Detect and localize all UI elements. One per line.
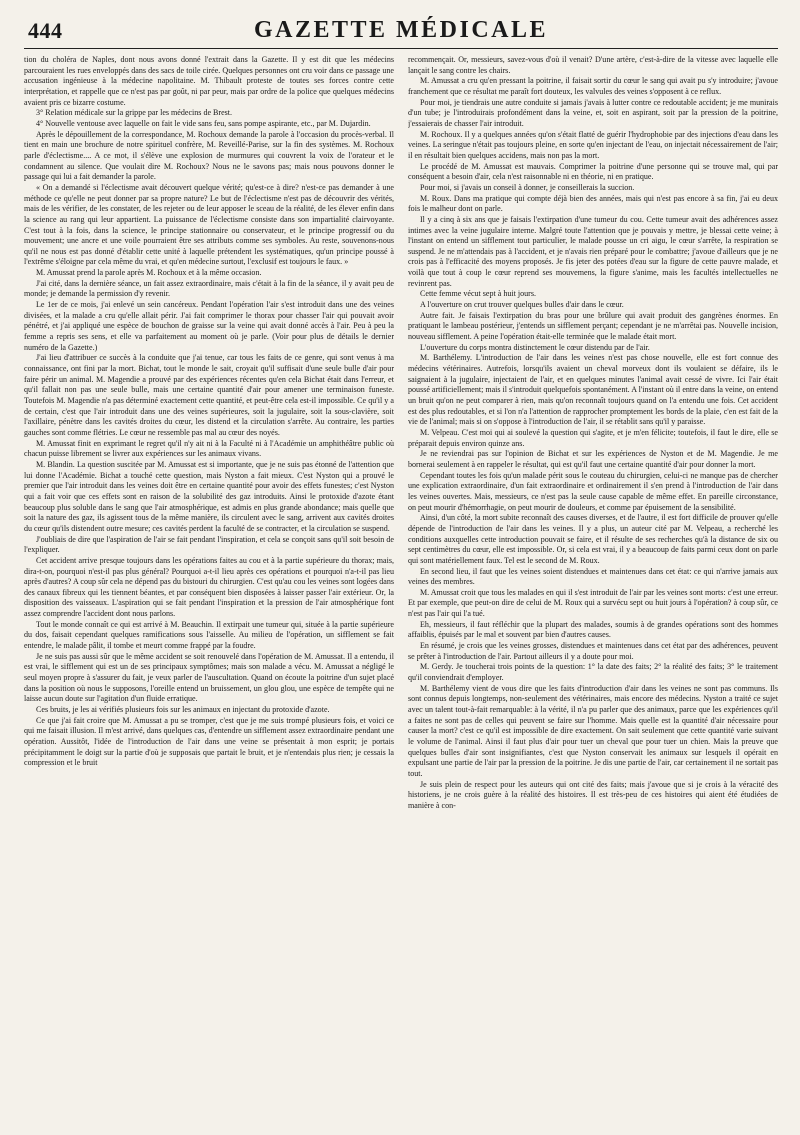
- paragraph: M. Amussat a cru qu'en pressant la poitrine, il faisait sortir du cœur le sang qui avait pu s'y introduire; j'avoue franchement que ce résultat me paraît fort douteux, les valvules des veines s'opposent à ce reflux.: [408, 76, 778, 96]
- paragraph: Ce que j'ai fait croire que M. Amussat a pu se tromper, c'est que je me suis trompé plusieurs fois, et voici ce qui me faisait illusion. Il m'est arrivé, dans quelques cas, d'entendre un sifflement assez extraordinaire pendant une opération. Aussitôt, l'idée de l'introduction de l'air dans une veine se présentait à mon esprit; je portais précipitamment le doigt sur la partie d'où je supposais que partait le bruit, et je n'entendais plus rien; je cessais la compression et le bruit: [24, 715, 394, 768]
- paragraph: tion du choléra de Naples, dont nous avons donné l'extrait dans la Gazette. Il y est dit que les médecins parcouraient les rues enveloppés dans des sacs de toile cirée. Quelques personnes ont cru voir dans ce passage une accusation ingénieuse à la médecine napolitaine. M. Thibault proteste de toutes ses forces contre cette interprétation, et rappelle que ce n'est pas par goût, ni par peur, mais par ordre de la police que quelques médecins avaient pris ce bizarre costume.: [24, 55, 394, 107]
- paragraph: Le 1er de ce mois, j'ai enlevé un sein cancéreux. Pendant l'opération l'air s'est introduit dans une des veines divisées, et la malade a cru qu'elle allait périr. J'ai fait comprimer le thorax pour chasser l'air qui pouvait avoir pénétré, et j'ai appliqué une espèce de bouchon de graisse sur la veine qui avait donné accès à l'air. Peu à peu la femme a repris ses sens, et elle va parfaitement au moment où je parle. (Voir pour plus de détails le dernier numéro de la Gazette.): [24, 300, 394, 352]
- paragraph: 3° Relation médicale sur la grippe par les médecins de Brest.: [36, 108, 233, 118]
- left-column: [24, 55, 394, 1127]
- paragraph: Le procédé de M. Amussat est mauvais. Comprimer la poitrine d'une personne qui se trouve mal, qui par conséquent a besoin d'air, cela n'est raisonnable ni en théorie, ni en pratique.: [408, 161, 778, 182]
- paragraph: Pour moi, si j'avais un conseil à donner, je conseillerais la succion.: [420, 182, 635, 192]
- paragraph: Après le dépouillement de la correspondance, M. Rochoux demande la parole à l'occasion du procès-verbal. Il tient en main une brochure de notre spirituel confrère, M. Reveillé-Parise, sur la fin des systèmes. M. Rochoux parle d'éclectisme.... A ce mot, il s'élève une explosion de murmures qui couvrent la voix de l'orateur et le condamnent au silence. Que voulait dire M. Rochoux? Nous ne le savons pas; mais nous pouvons donner le passage qui lui a fait demander la parole.: [24, 129, 394, 182]
- paragraph: M. Barthélemy vient de vous dire que les faits d'introduction d'air dans les veines ne sont pas communs. Ils sont connus depuis longtemps, non-seulement des vétérinaires, mais encore des médecins. Nyston a traité ce sujet avec un talent tout-à-fait remarquable: à la vérité, il n'a pu parler que des animaux, parce que les expériences qu'il a faites ne sont pas de celles qui peuvent se faire sur l'homme. Mais quelle est la quantité d'air nécessaire pour causer la mort? c'est ce qu'il est impossible de dire exactement. On sait seulement que cette quantité varie suivant le volume de l'animal. Ainsi il faut plus d'air pour tuer un cheval que pour tuer un chien. Mais la preuve que quelques bulles d'air sont insignifiantes, c'est que Nyston conservait les animaux sur lesquels il opérait en expulsant une partie de l'air par la pression de la poitrine. Je dis une partie de l'air, car certainement il ne sortait pas tout.: [408, 683, 778, 778]
- paragraph: Ainsi, d'un côté, la mort subite reconnaît des causes diverses, et de l'autre, il est fort difficile de prouver qu'elle dépende de l'introduction de l'air dans les veines. Il y a plus, un auteur cité par M. Velpeau, a recherché les conditions auxquelles cette introduction pouvait se faire, et il résulte de ses recherches qu'à la distance de six ou sept centimètres du cœur, elle est impossible. Or, si cela est vrai, il y a beaucoup de faits parmi ceux dont on parle qui sont matériellement faux. Tel est le second de M. Roux.: [408, 513, 778, 565]
- paragraph: M. Amussat croit que tous les malades en qui il s'est introduit de l'air par les veines sont morts: c'est une erreur. Et par exemple, que peut-on dire de celui de M. Roux qui a survécu sept ou huit jours à l'opération? à coup sûr, ce n'est pas l'air qui l'a tué.: [408, 587, 778, 619]
- paragraph: Je suis plein de respect pour les auteurs qui ont cité des faits; mais j'avoue que si je crois à la véracité des historiens, je ne crois guère à la réalité des histoires. Il est très-peu de ces histoires qui aient été étudiées de manière à con-: [408, 779, 778, 810]
- paragraph: En second lieu, il faut que les veines soient distendues et maintenues dans cet état: ce qui n'arrive jamais aux veines des membres.: [408, 566, 778, 587]
- paragraph: M. Gerdy. Je toucherai trois points de la question: 1° la date des faits; 2° la réalité des faits; 3° le traitement qu'il conviendrait d'employer.: [408, 662, 778, 683]
- right-column: [408, 55, 778, 1127]
- paragraph: M. Roux. Dans ma pratique qui compte déjà bien des années, mais qui n'est pas encore à sa fin, j'ai eu deux fois le malheur dont on parle.: [408, 193, 778, 214]
- journal-title: GAZETTE MÉDICALE: [253, 17, 549, 43]
- paragraph: M. Blandin. La question suscitée par M. Amussat est si importante, que je ne suis pas étonné de l'attention que lui donne l'Académie. Bichat a touché cette question, mais Nyston a fait mieux. C'est Nyston qui a prouvé le premier que l'air introduit dans les veines doit être en certaine quantité pour avoir des effets funestes; c'est Nyston qui a fait voir que ces effets sont en raison de la solubilité des gaz introduits. Ainsi le protoxide d'azote étant beaucoup plus soluble dans le sang que l'air atmosphérique, est admis en plus grande abondance; mais quelle que soit la nature des gaz, ils agissent tous de la même manière, ils circulent avec le sang, arrivent aux cavités droites du cœur qu'ils distendent outre mesure; ces cavités perdent la faculté de se contracter, et la circulation se suspend.: [24, 459, 394, 533]
- paragraph: Cette femme vécut sept à huit jours.: [420, 289, 536, 299]
- paragraph: Il y a cinq à six ans que je faisais l'extirpation d'une tumeur du cou. Cette tumeur avait des adhérences assez intimes avec la veine jugulaire interne. Malgré toute l'attention que je pouvais y mettre, je blessai cette veine; à l'instant on entend un sifflement tout particulier, le malade pousse un cri aigu, le cœur s'arrête, la respiration se suspend. Je ne m'attendais pas à l'accident, et je n'avais rien préparé pour le combattre; j'avoue d'ailleurs que je ne crois pas à l'efficacité des moyens proposés. Je fis jeter des potées d'eau sur la figure de cette pauvre malade, et voilà que tout à coup le cœur reprend ses mouvemens, la figure s'anime, mais les facultés intellectuelles ne revinrent pas.: [408, 214, 778, 288]
- paragraph: L'ouverture du corps montra distinctement le cœur distendu par de l'air.: [420, 342, 650, 352]
- paragraph: Pour moi, je tiendrais une autre conduite si jamais j'avais à lutter contre ce redoutable accident; je me munirais d'un tube; je l'introduirais profondément dans la veine, et, soit en aspirant, soit par la pression de la poitrine, j'essaierais de chasser l'air introduit.: [408, 97, 778, 128]
- paragraph: Cependant toutes les fois qu'un malade périt sous le couteau du chirurgien, celui-ci ne manque pas de chercher une explication extraordinaire, d'un fait extraordinaire et ordinairement il s'en prend à l'introduction de l'air dans les veines ouvertes. Mais, messieurs, ce n'est pas la seule cause capable de même effet. En pareille circonstance, on peut mourir d'hémorrhagie, on peut mourir de douleurs, et comme par épuisement de la sensibilité.: [408, 470, 778, 512]
- text-columns: [24, 55, 778, 1127]
- paragraph: M. Amussat finit en exprimant le regret qu'il n'y ait ni à la Faculté ni à l'Académie un amphithéâtre public où chacun puisse librement se livrer aux expériences sur les animaux vivans.: [24, 438, 394, 459]
- paragraph: M. Velpeau. C'est moi qui ai soulevé la question qui s'agite, et je m'en félicite; toutefois, il faut le dire, elle se préparait depuis environ quinze ans.: [408, 427, 778, 448]
- paragraph: M. Amussat prend la parole après M. Rochoux et à la même occasion.: [36, 268, 262, 278]
- paragraph: Tout le monde connaît ce qui est arrivé à M. Beauchin. Il extirpait une tumeur qui, située à la partie supérieure du dos, faisait cependant quelques ramifications sous l'aisselle. Au milieu de l'opération, un sifflement se fait entendre, le malade pâlit, il tombe et meurt comme frappé par la foudre.: [24, 619, 394, 651]
- page-header: [24, 14, 778, 49]
- paragraph: Je ne reviendrai pas sur l'opinion de Bichat et sur les expériences de Nyston et de M. Magendie. Je me bornerai seulement à en rappeler le résultat, qui est qu'il faut une certaine quantité d'air pour donner la mort.: [408, 449, 778, 469]
- paragraph: « On a demandé si l'éclectisme avait découvert quelque vérité; qu'est-ce à dire? n'est-ce pas demander à une méthode ce qu'elle ne peut donner par sa propre nature? Le but de l'éclectisme n'est pas de découvrir des vérités, mais de les vérifier, de les constater, de les rejeter ou de leur apposer le sceau de la réalité, de les élever enfin dans la science au rang qui leur appartient. La puissance de l'éclectisme consiste dans son impartialité clairvoyante. C'est tout à la fois, dans la science, le principe stationnaire ou conservateur, et le principe progressif ou du mouvement; une ancre et une voile pourraient être ses attributs comme ses symboles. Au reste, souvenons-nous qu'il ne nous est pas donné d'établir cette unité à laquelle prétendent les systématiques, qu'un principe poussé à l'extrême s'éloigne par cela même du vrai, et qu'en médecine surtout, l'exclusif est toujours le faux. »: [24, 182, 394, 267]
- paragraph: Ces bruits, je les ai vérifiés plusieurs fois sur les animaux en injectant du protoxide d'azote.: [36, 705, 330, 715]
- paragraph: Cet accident arrive presque toujours dans les opérations faites au cou et à la partie supérieure du thorax; mais, dira-t-on, pourquoi n'est-il pas plus général? Pourquoi a-t-il lieu après ces opérations et pourquoi n'a-t-il pas lieu après d'autres? A coup sûr cela ne dépend pas du bistouri du chirurgien. C'est qu'au cou les veines sont logées dans des canaux fibreux qui les tiennent béantes, et par conséquent bien disposées à laisser passer l'air extérieur. Or, la disposition des vaisseaux. L'aspiration qui se fait pendant l'inspiration et la pression de l'air atmosphérique font assez comprendre l'accident dont nous parlons.: [24, 555, 394, 619]
- paragraph: En résumé, je crois que les veines grosses, distendues et maintenues dans cet état par des adhérences, peuvent se prêter à l'introduction de l'air. Partout ailleurs il y a doute pour moi.: [408, 641, 778, 661]
- paragraph: Eh, messieurs, il faut réfléchir que la plupart des malades, soumis à de grandes opérations sont des hommes affaiblis, épuisés par le mal et souvent par bien d'autres causes.: [408, 619, 778, 640]
- paragraph: J'oubliais de dire que l'aspiration de l'air se fait pendant l'inspiration, et cela se conçoit sans qu'il soit besoin de l'expliquer.: [24, 534, 394, 555]
- paragraph: 4° Nouvelle ventouse avec laquelle on fait le vide sans feu, sans pompe aspirante, etc., par M. Dujardin.: [36, 118, 371, 128]
- paragraph: recommençait. Or, messieurs, savez-vous d'où il venait? D'une artère, c'est-à-dire de la vitesse avec laquelle elle lançait le sang contre les chairs.: [408, 55, 778, 75]
- paragraph: J'ai lieu d'attribuer ce succès à la conduite que j'ai tenue, car tous les faits de ce genre, qui sont venus à ma connaissance, ont fini par la mort. Bichat, tout le monde le sait, croyait qu'il suffisait d'une seule bulle d'air pour faire périr un animal. M. Magendie a prouvé par des expériences récentes qu'en cela Bichat était dans l'erreur, et qu'il fallait non pas une seule bulle, mais une certaine quantité d'air pour amener une terminaison funeste. Toutefois M. Magendie n'a pas déterminé exactement cette quantité, et peut-être cela est-il impossible. Ce qu'il y a de certain, c'est que l'air introduit dans une des veines supérieures, soit la jugulaire, soit la sous-clavière, soit l'axillaire, pénètre dans les cavités droites du cœur, les distend et la circulation s'arrête. Au contraire, les parties gauches sont comme flétries. Le cœur ne ressemble pas mal au cœur des noyés.: [24, 353, 394, 437]
- paragraph: M. Rochoux. Il y a quelques années qu'on s'était flatté de guérir l'hydrophobie par des injections d'eau dans les veines. La seringue n'était pas toujours pleine, en sorte qu'en injectant de l'eau, on injectait nécessairement de l'air; il en résultait bien quelques accidens, mais non pas la mort.: [408, 129, 778, 160]
- paragraph: J'ai cité, dans la dernière séance, un fait assez extraordinaire, mais c'était à la fin de la séance, il y avait peu de monde; je demande la permission d'y revenir.: [24, 278, 394, 299]
- paragraph: A l'ouverture on crut trouver quelques bulles d'air dans le cœur.: [420, 300, 624, 310]
- paragraph: M. Barthélemy. L'introduction de l'air dans les veines n'est pas chose nouvelle, elle est fort connue des médecins vétérinaires. Autrefois, lorsqu'ils avaient un cheval morveux dont ils voulaient se défaire, ils le saignaient à la jugulaire, injectaient de l'air, et en quelques minutes l'animal avait cessé de vivre. Ici l'air était poussé artificiellement; mais il s'introduit quelquefois spontanément. A l'instant où il entre dans la veine, on entend un bruit qu'on ne peut comparer à rien, mais qu'on reconnaît toujours quand on l'a entendu une fois. Cet accident est des plus redoutables, et si l'on n'a l'attention de rapprocher promptement les bords de la plaie, c'en est fait de la vie de l'animal; mais si on s'oppose à l'introduction de l'air, il se rétablit sans qu'il y paraisse.: [408, 353, 778, 427]
- paragraph: Autre fait. Je faisais l'extirpation du bras pour une brûlure qui avait produit des gangrènes énormes. En pratiquant le lambeau postérieur, j'entends un sifflement perçant; cependant je ne m'arrêtai pas. Nouvelle incision, nouveau sifflement. A peine l'opération était-elle terminée que le malade était mort.: [408, 310, 778, 342]
- paragraph: Je ne suis pas aussi sûr que le même accident se soit renouvelé dans l'opération de M. Amussat. Il a entendu, il est vrai, le sifflement qui est un de ses principaux symptômes; mais son malade a vécu. M. Amussat a négligé le seul moyen propre à s'assurer du fait, je veux parler de l'auscultation. Quand on écoute la poitrine d'un sujet placé dans la position où nous le supposons, l'oreille entend un bruissement, un glou glou, une espèce de tempête qui ne laisse aucun doute sur l'agitation d'un fluide erratique.: [24, 651, 394, 704]
- page-number: 444: [28, 18, 63, 43]
